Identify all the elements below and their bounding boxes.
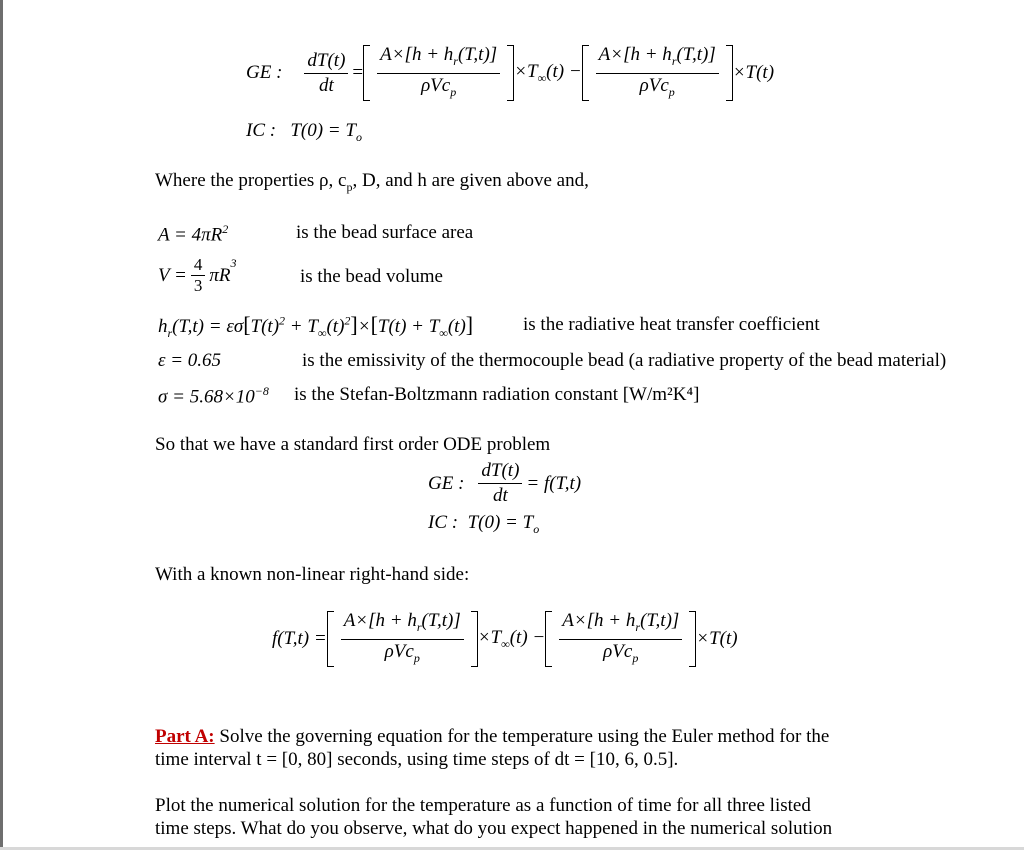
def-sigma-expr: $\sigma = 5.68\times 10^{-8}$ [158,384,269,408]
standard-ode-sentence: So that we have a standard first order ODE problem [155,434,551,455]
page-left-border [0,0,3,850]
tinf-term: $\times T_\infty(t)$ − [514,60,582,85]
left-bracket-2 [582,45,589,101]
ge-label: GE : [246,62,283,84]
plot-instruction-line-1: Plot the numerical solution for the temperature as a function of time for all three listed [155,795,811,816]
part-a-line-2: time interval t = [0, 80] seconds, using time steps of dt = [10, 6, 0.5]. [155,749,679,770]
right-bracket [507,45,514,101]
def-emissivity-expr: ε = 0.65 [158,350,222,371]
rate-fraction-1: $\frac{A\times[h + h_r(T,t)]}{\rho Vc_p}$ [377,44,500,103]
def-volume-expr: V = $\frac{4}{3}$ πR $^3$ [158,255,237,295]
left-bracket [363,45,370,101]
plot-instruction-line-2: time steps. What do you observe, what do you expect happened in the numerical solution [155,818,833,839]
initial-condition: IC : $T(0) = T_o$ [246,120,362,144]
known-rhs-sentence: With a known non-linear right-hand side: [155,564,470,585]
def-volume-desc: is the bead volume [300,266,443,287]
lhs-denominator: dt [319,74,334,96]
rate-fraction-2: $\frac{A\times[h + h_r(T,t)]}{\rho Vc_p}$ [596,44,719,103]
def-hr-desc: is the radiative heat transfer coefficient [523,314,820,335]
def-emissivity-desc: is the emissivity of the thermocouple bead (a radiative property of the bead material) [302,350,947,371]
part-a-label: Part A: [155,726,215,747]
part-a-line-1: Part A: Solve the governing equation for the temperature using the Euler method for the [155,726,830,747]
def-area-expr: $A = 4\pi R^2$ [158,222,229,246]
standard-ge: GE : $\frac{dT(t)}{dt}$ = f(T,t) [428,460,582,506]
t-term: ×T(t) [732,62,775,84]
standard-ic: IC : $T(0) = T_o$ [428,512,540,536]
right-bracket-2 [726,45,733,101]
properties-sentence: Where the properties ρ, $c_p$, D, and h are given above and, [155,170,589,194]
def-area-desc: is the bead surface area [296,222,474,243]
governing-equation [246,44,774,103]
lhs-numerator: dT(t) [304,50,348,74]
equals-sign: = [352,62,364,84]
def-sigma-desc: is the Stefan-Boltzmann radiation constant [W/m²K⁴] [294,384,700,405]
lhs-fraction [304,50,348,97]
f-definition: f(T,t) = $\frac{A\times[h + h_r(T,t)]}{\rho Vc_p}$ $\times T_\infty(t)$ − $\frac{A\times[h + h_r(T,t)]}{\rho Vc_p}$ ×T(t) [272,610,738,669]
def-hr-expr: $h_r(T,t) = \varepsilon\sigma[T(t)^2 + T_\infty(t)^2]\times[T(t) + T_\infty(t)]$ [158,312,474,340]
